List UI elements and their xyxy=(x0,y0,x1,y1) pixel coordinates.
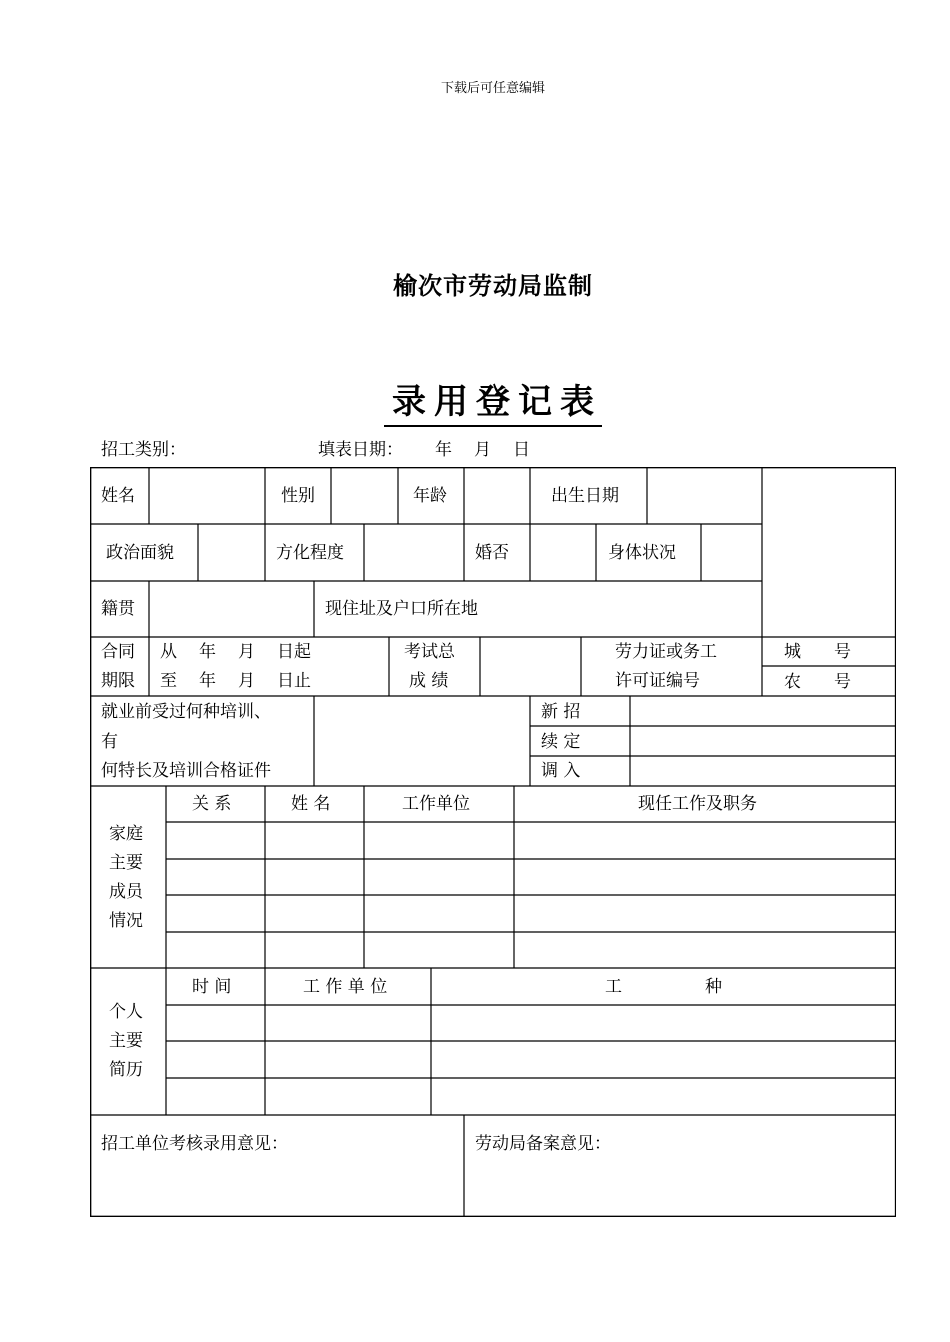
age-label: 年龄 xyxy=(413,486,447,506)
marital-label: 婚否 xyxy=(475,543,509,563)
training-field[interactable] xyxy=(315,697,528,784)
new-hire-label: 新 招 xyxy=(541,702,581,722)
name-field[interactable] xyxy=(150,468,263,522)
resume-label-3: 简历 xyxy=(109,1060,143,1080)
training-line-2: 有 xyxy=(101,732,118,752)
training-line-3: 何特长及培训合格证件 xyxy=(101,761,271,781)
header-note: 下载后可任意编辑 xyxy=(440,81,545,96)
health-field[interactable] xyxy=(702,525,760,579)
transfer-label: 调 入 xyxy=(541,761,581,781)
contract-to-month: 月 xyxy=(238,671,255,691)
permit-city: 城 xyxy=(784,642,801,662)
contract-to-year: 年 xyxy=(199,671,216,691)
contract-label-2: 期限 xyxy=(101,671,135,691)
politics-field[interactable] xyxy=(199,525,263,579)
employer-opinion-label: 招工单位考核录用意见： xyxy=(101,1134,288,1154)
contract-from: 从 xyxy=(160,642,177,662)
resume-label-2: 主要 xyxy=(109,1031,143,1051)
name-label: 姓名 xyxy=(101,486,135,506)
family-label-2: 主要 xyxy=(109,853,143,873)
exam-label-2: 成 绩 xyxy=(409,671,449,691)
age-field[interactable] xyxy=(465,468,528,522)
registration-form xyxy=(90,467,896,1217)
exam-label-1: 考试总 xyxy=(404,642,455,662)
permit-rural-number: 号 xyxy=(834,672,851,692)
family-header-position: 现任工作及职务 xyxy=(638,794,757,814)
address-label: 现住址及户口所在地 xyxy=(325,599,478,619)
resume-header-employer: 工 作 单 位 xyxy=(303,977,388,997)
gender-field[interactable] xyxy=(332,468,396,522)
family-label-3: 成员 xyxy=(109,882,143,902)
family-header-employer: 工作单位 xyxy=(402,794,470,814)
marital-field[interactable] xyxy=(531,525,594,579)
issuer-line: 榆次市劳动局监制 xyxy=(393,271,593,300)
labor-bureau-opinion-field[interactable] xyxy=(465,1157,894,1214)
birth-date-field[interactable] xyxy=(648,468,760,522)
employer-opinion-field[interactable] xyxy=(91,1157,462,1214)
education-label: 方化程度 xyxy=(276,543,344,563)
native-place-field[interactable] xyxy=(150,582,312,635)
family-label-1: 家庭 xyxy=(109,824,143,844)
family-header-relation: 关 系 xyxy=(192,794,232,814)
form-title xyxy=(0,374,950,427)
photo-area xyxy=(763,468,894,635)
contract-from-month: 月 xyxy=(238,642,255,662)
family-header-name: 姓 名 xyxy=(291,794,331,814)
native-place-label: 籍贯 xyxy=(101,599,135,619)
fill-date-month: 月 xyxy=(474,440,491,460)
permit-label-2: 许可证编号 xyxy=(615,671,700,691)
exam-score-field[interactable] xyxy=(481,638,579,694)
resume-header-work-type-2: 种 xyxy=(705,977,722,997)
politics-label: 政治面貌 xyxy=(106,543,174,563)
gender-label: 性别 xyxy=(281,486,315,506)
fill-date-year: 年 xyxy=(435,440,452,460)
permit-city-number: 号 xyxy=(834,642,851,662)
contract-start: 日起 xyxy=(277,642,311,662)
health-label: 身体状况 xyxy=(608,543,676,563)
family-label-4: 情况 xyxy=(109,911,143,931)
contract-end: 日止 xyxy=(277,671,311,691)
training-line-1: 就业前受过何种培训、 xyxy=(101,702,271,722)
resume-header-time: 时 间 xyxy=(192,977,232,997)
renewal-label: 续 定 xyxy=(541,732,581,752)
resume-label-1: 个人 xyxy=(109,1002,143,1022)
birth-date-label: 出生日期 xyxy=(551,486,619,506)
contract-from-year: 年 xyxy=(199,642,216,662)
hire-type-label: 招工类别： xyxy=(101,440,186,460)
form-title-text: 录用登记表 xyxy=(384,374,602,427)
education-field[interactable] xyxy=(365,525,462,579)
fill-date-day: 日 xyxy=(513,440,530,460)
permit-label-1: 劳力证或务工 xyxy=(615,642,717,662)
resume-header-work-type-1: 工 xyxy=(605,977,622,997)
permit-rural: 农 xyxy=(784,672,801,692)
fill-date-label: 填表日期： xyxy=(318,440,403,460)
contract-to: 至 xyxy=(160,671,177,691)
labor-bureau-opinion-label: 劳动局备案意见： xyxy=(475,1134,611,1154)
contract-label-1: 合同 xyxy=(101,642,135,662)
